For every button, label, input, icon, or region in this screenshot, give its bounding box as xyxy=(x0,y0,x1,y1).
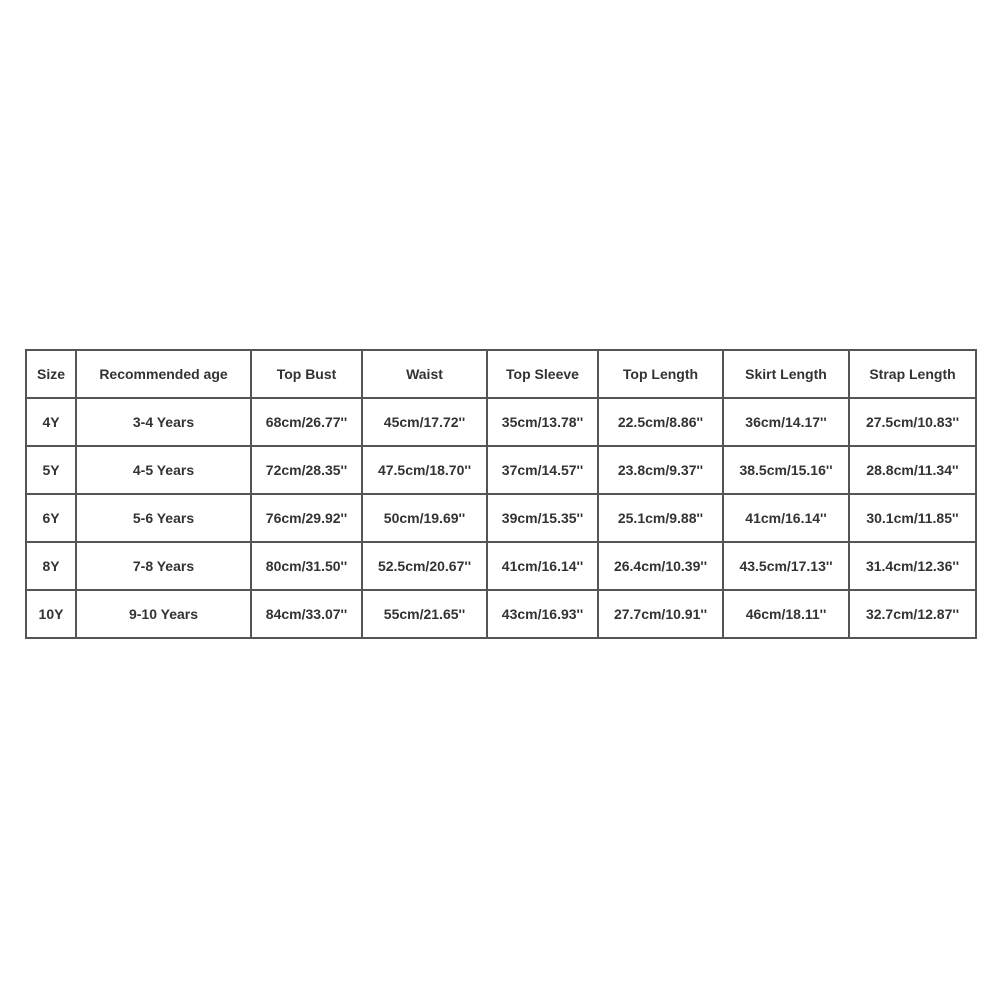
cell-size: 10Y xyxy=(26,590,76,638)
header-waist: Waist xyxy=(362,350,487,398)
cell-skirt-length: 41cm/16.14'' xyxy=(723,494,849,542)
cell-top-sleeve: 35cm/13.78'' xyxy=(487,398,598,446)
cell-recommended-age: 4-5 Years xyxy=(76,446,251,494)
cell-top-bust: 80cm/31.50'' xyxy=(251,542,362,590)
cell-waist: 50cm/19.69'' xyxy=(362,494,487,542)
header-size: Size xyxy=(26,350,76,398)
table-body xyxy=(26,398,976,638)
cell-skirt-length: 46cm/18.11'' xyxy=(723,590,849,638)
cell-strap-length: 30.1cm/11.85'' xyxy=(849,494,976,542)
cell-strap-length: 28.8cm/11.34'' xyxy=(849,446,976,494)
cell-top-sleeve: 39cm/15.35'' xyxy=(487,494,598,542)
cell-strap-length: 32.7cm/12.87'' xyxy=(849,590,976,638)
cell-skirt-length: 38.5cm/15.16'' xyxy=(723,446,849,494)
cell-skirt-length: 43.5cm/17.13'' xyxy=(723,542,849,590)
header-row xyxy=(26,350,976,398)
cell-waist: 55cm/21.65'' xyxy=(362,590,487,638)
cell-top-sleeve: 41cm/16.14'' xyxy=(487,542,598,590)
cell-recommended-age: 5-6 Years xyxy=(76,494,251,542)
cell-skirt-length: 36cm/14.17'' xyxy=(723,398,849,446)
cell-size: 8Y xyxy=(26,542,76,590)
table-header xyxy=(26,350,976,398)
table-row xyxy=(26,542,976,590)
header-top-length: Top Length xyxy=(598,350,723,398)
header-skirt-length: Skirt Length xyxy=(723,350,849,398)
header-top-sleeve: Top Sleeve xyxy=(487,350,598,398)
size-chart-table xyxy=(25,349,977,639)
cell-size: 6Y xyxy=(26,494,76,542)
cell-waist: 47.5cm/18.70'' xyxy=(362,446,487,494)
cell-strap-length: 27.5cm/10.83'' xyxy=(849,398,976,446)
cell-top-length: 27.7cm/10.91'' xyxy=(598,590,723,638)
cell-recommended-age: 7-8 Years xyxy=(76,542,251,590)
cell-strap-length: 31.4cm/12.36'' xyxy=(849,542,976,590)
table-row xyxy=(26,590,976,638)
cell-size: 4Y xyxy=(26,398,76,446)
table-row xyxy=(26,494,976,542)
cell-size: 5Y xyxy=(26,446,76,494)
cell-top-length: 25.1cm/9.88'' xyxy=(598,494,723,542)
cell-top-length: 23.8cm/9.37'' xyxy=(598,446,723,494)
table-row xyxy=(26,446,976,494)
cell-waist: 45cm/17.72'' xyxy=(362,398,487,446)
header-recommended-age: Recommended age xyxy=(76,350,251,398)
header-top-bust: Top Bust xyxy=(251,350,362,398)
cell-top-bust: 68cm/26.77'' xyxy=(251,398,362,446)
cell-top-sleeve: 43cm/16.93'' xyxy=(487,590,598,638)
cell-recommended-age: 9-10 Years xyxy=(76,590,251,638)
header-strap-length: Strap Length xyxy=(849,350,976,398)
cell-top-length: 26.4cm/10.39'' xyxy=(598,542,723,590)
cell-top-bust: 72cm/28.35'' xyxy=(251,446,362,494)
cell-top-bust: 84cm/33.07'' xyxy=(251,590,362,638)
cell-recommended-age: 3-4 Years xyxy=(76,398,251,446)
cell-waist: 52.5cm/20.67'' xyxy=(362,542,487,590)
table-row xyxy=(26,398,976,446)
cell-top-sleeve: 37cm/14.57'' xyxy=(487,446,598,494)
cell-top-bust: 76cm/29.92'' xyxy=(251,494,362,542)
cell-top-length: 22.5cm/8.86'' xyxy=(598,398,723,446)
